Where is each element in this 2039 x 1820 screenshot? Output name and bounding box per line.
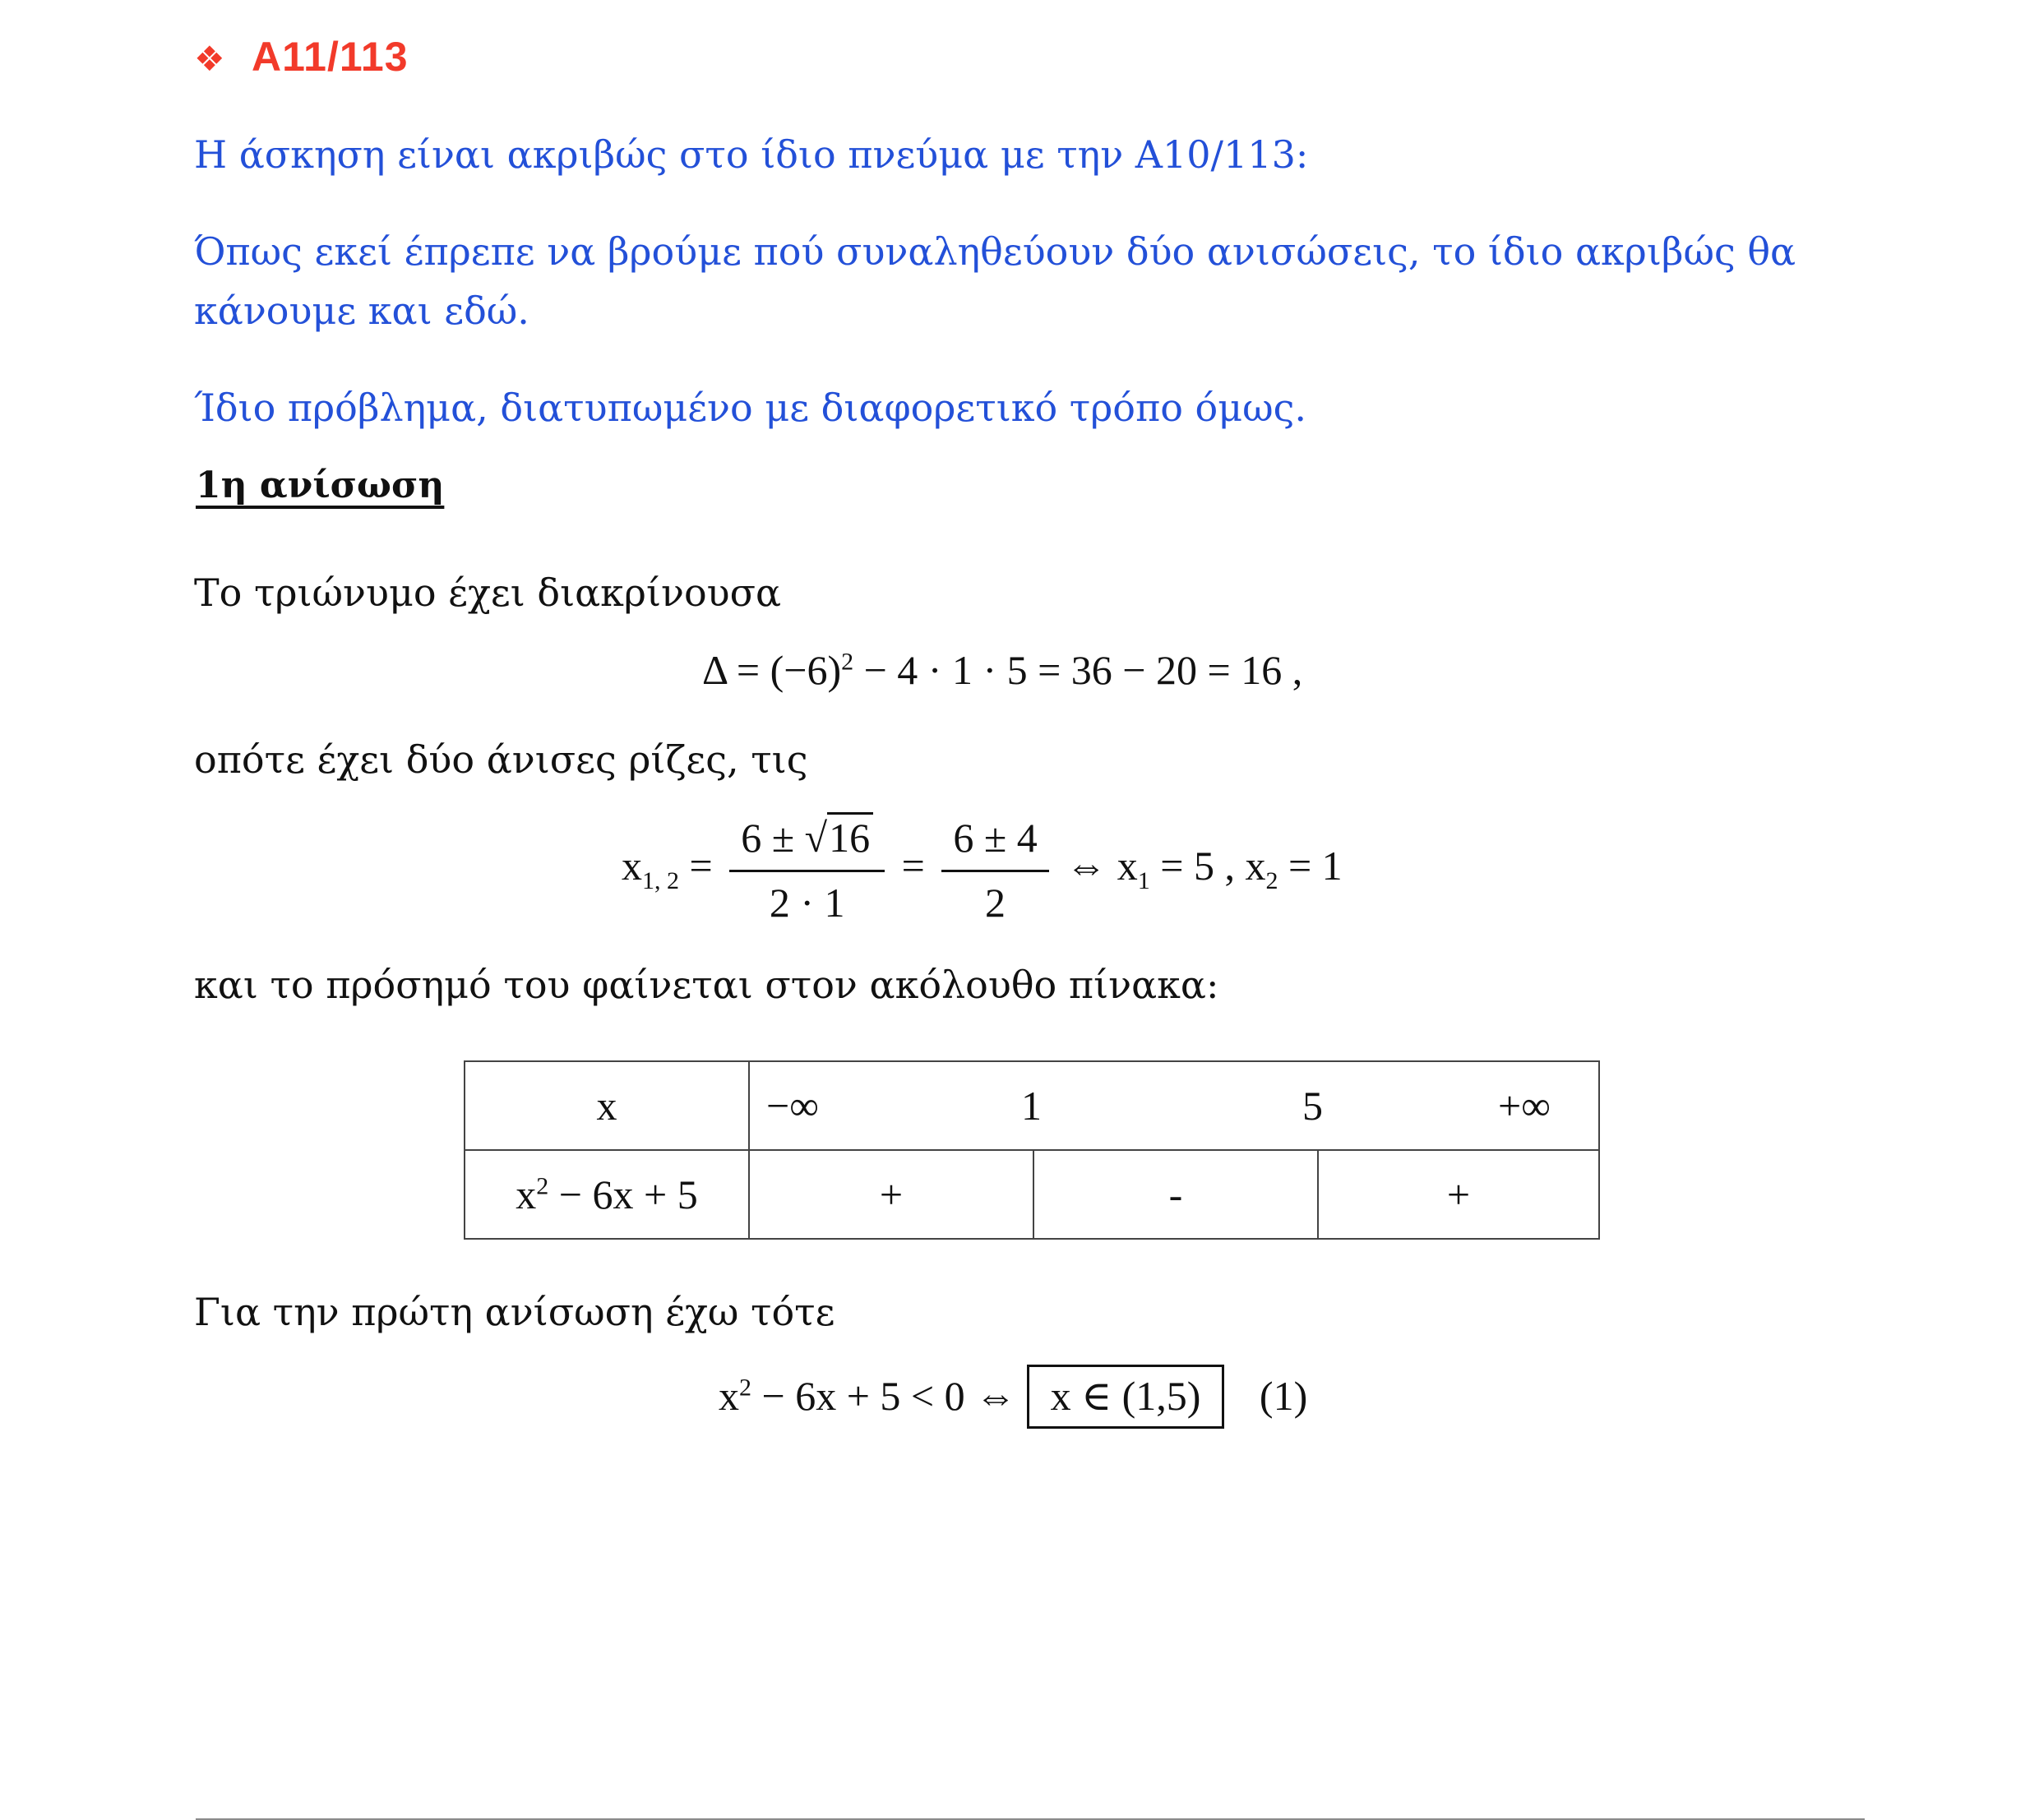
sign-cell-1: +: [749, 1150, 1033, 1239]
sign-table-expression: $x^2 - 6x + 5$: [465, 1150, 749, 1239]
exercise-title: [194, 33, 409, 81]
equation-label: (1): [1259, 1373, 1308, 1419]
fraction-roots-2: $\frac{6 \pm 4}{2}$: [941, 814, 1048, 926]
boxed-solution: x ∈ (1,5): [1027, 1365, 1225, 1429]
sign-cell-2: -: [1033, 1150, 1318, 1239]
sign-cell-3: +: [1318, 1150, 1599, 1239]
section-heading: 1η ανίσωση: [196, 464, 445, 506]
point-5: 5: [1302, 1083, 1323, 1129]
text-roots: οπότε έχει δύο άνισες ρίζες, τις: [194, 737, 808, 782]
sign-table-var-label: x: [465, 1061, 749, 1150]
exercise-title-text: A11/113: [252, 34, 409, 80]
point-neg-infinity: −∞: [766, 1083, 819, 1129]
text-first-inequality: Για την πρώτη ανίσωση έχω τότε: [194, 1290, 835, 1334]
equation-roots: $x_{1, 2}$ = $\frac{6 \pm √16}{2 \cdot 1}$ = $\frac{6 \pm 4}{2}$ ⇔ $x_1 = 5$ , $x_2 = 1$: [622, 814, 1343, 926]
sign-table-header-row: [465, 1061, 1599, 1150]
intro-line-3: κάνουμε και εδώ.: [194, 289, 529, 333]
point-pos-infinity: +∞: [1498, 1083, 1551, 1129]
equation-result: $x^2 - 6x + 5 < 0$ ⇔ x ∈ (1,5) (1): [719, 1365, 1307, 1429]
intro-line-4: Ίδιο πρόβλημα, διατυπωμένο με διαφορετικό τρόπο όμως.: [194, 386, 1307, 430]
sign-table-sign-row: [465, 1150, 1599, 1239]
point-1: 1: [1021, 1083, 1042, 1129]
text-sign-table: και το πρόσημό του φαίνεται στον ακόλουθο πίνακα:: [194, 963, 1219, 1007]
intro-line-1: Η άσκηση είναι ακριβώς στο ίδιο πνεύμα με την Α10/113:: [194, 132, 1309, 177]
fraction-roots-1: $\frac{6 \pm √16}{2 \cdot 1}$: [729, 814, 885, 926]
sign-table-points: [749, 1061, 1599, 1150]
text-discriminant: Το τριώνυμο έχει διακρίνουσα: [194, 570, 782, 615]
diamond-bullet-icon: ❖: [194, 39, 226, 78]
equation-discriminant: $\Delta = (-6)^2 - 4 \cdot 1 \cdot 5 = 36 - 20 = 16$ ,: [702, 647, 1303, 693]
intro-line-2: Όπως εκεί έπρεπε να βρούμε πού συναληθεύουν δύο ανισώσεις, το ίδιο ακριβώς θα: [194, 229, 1796, 274]
sign-table: [464, 1060, 1600, 1240]
